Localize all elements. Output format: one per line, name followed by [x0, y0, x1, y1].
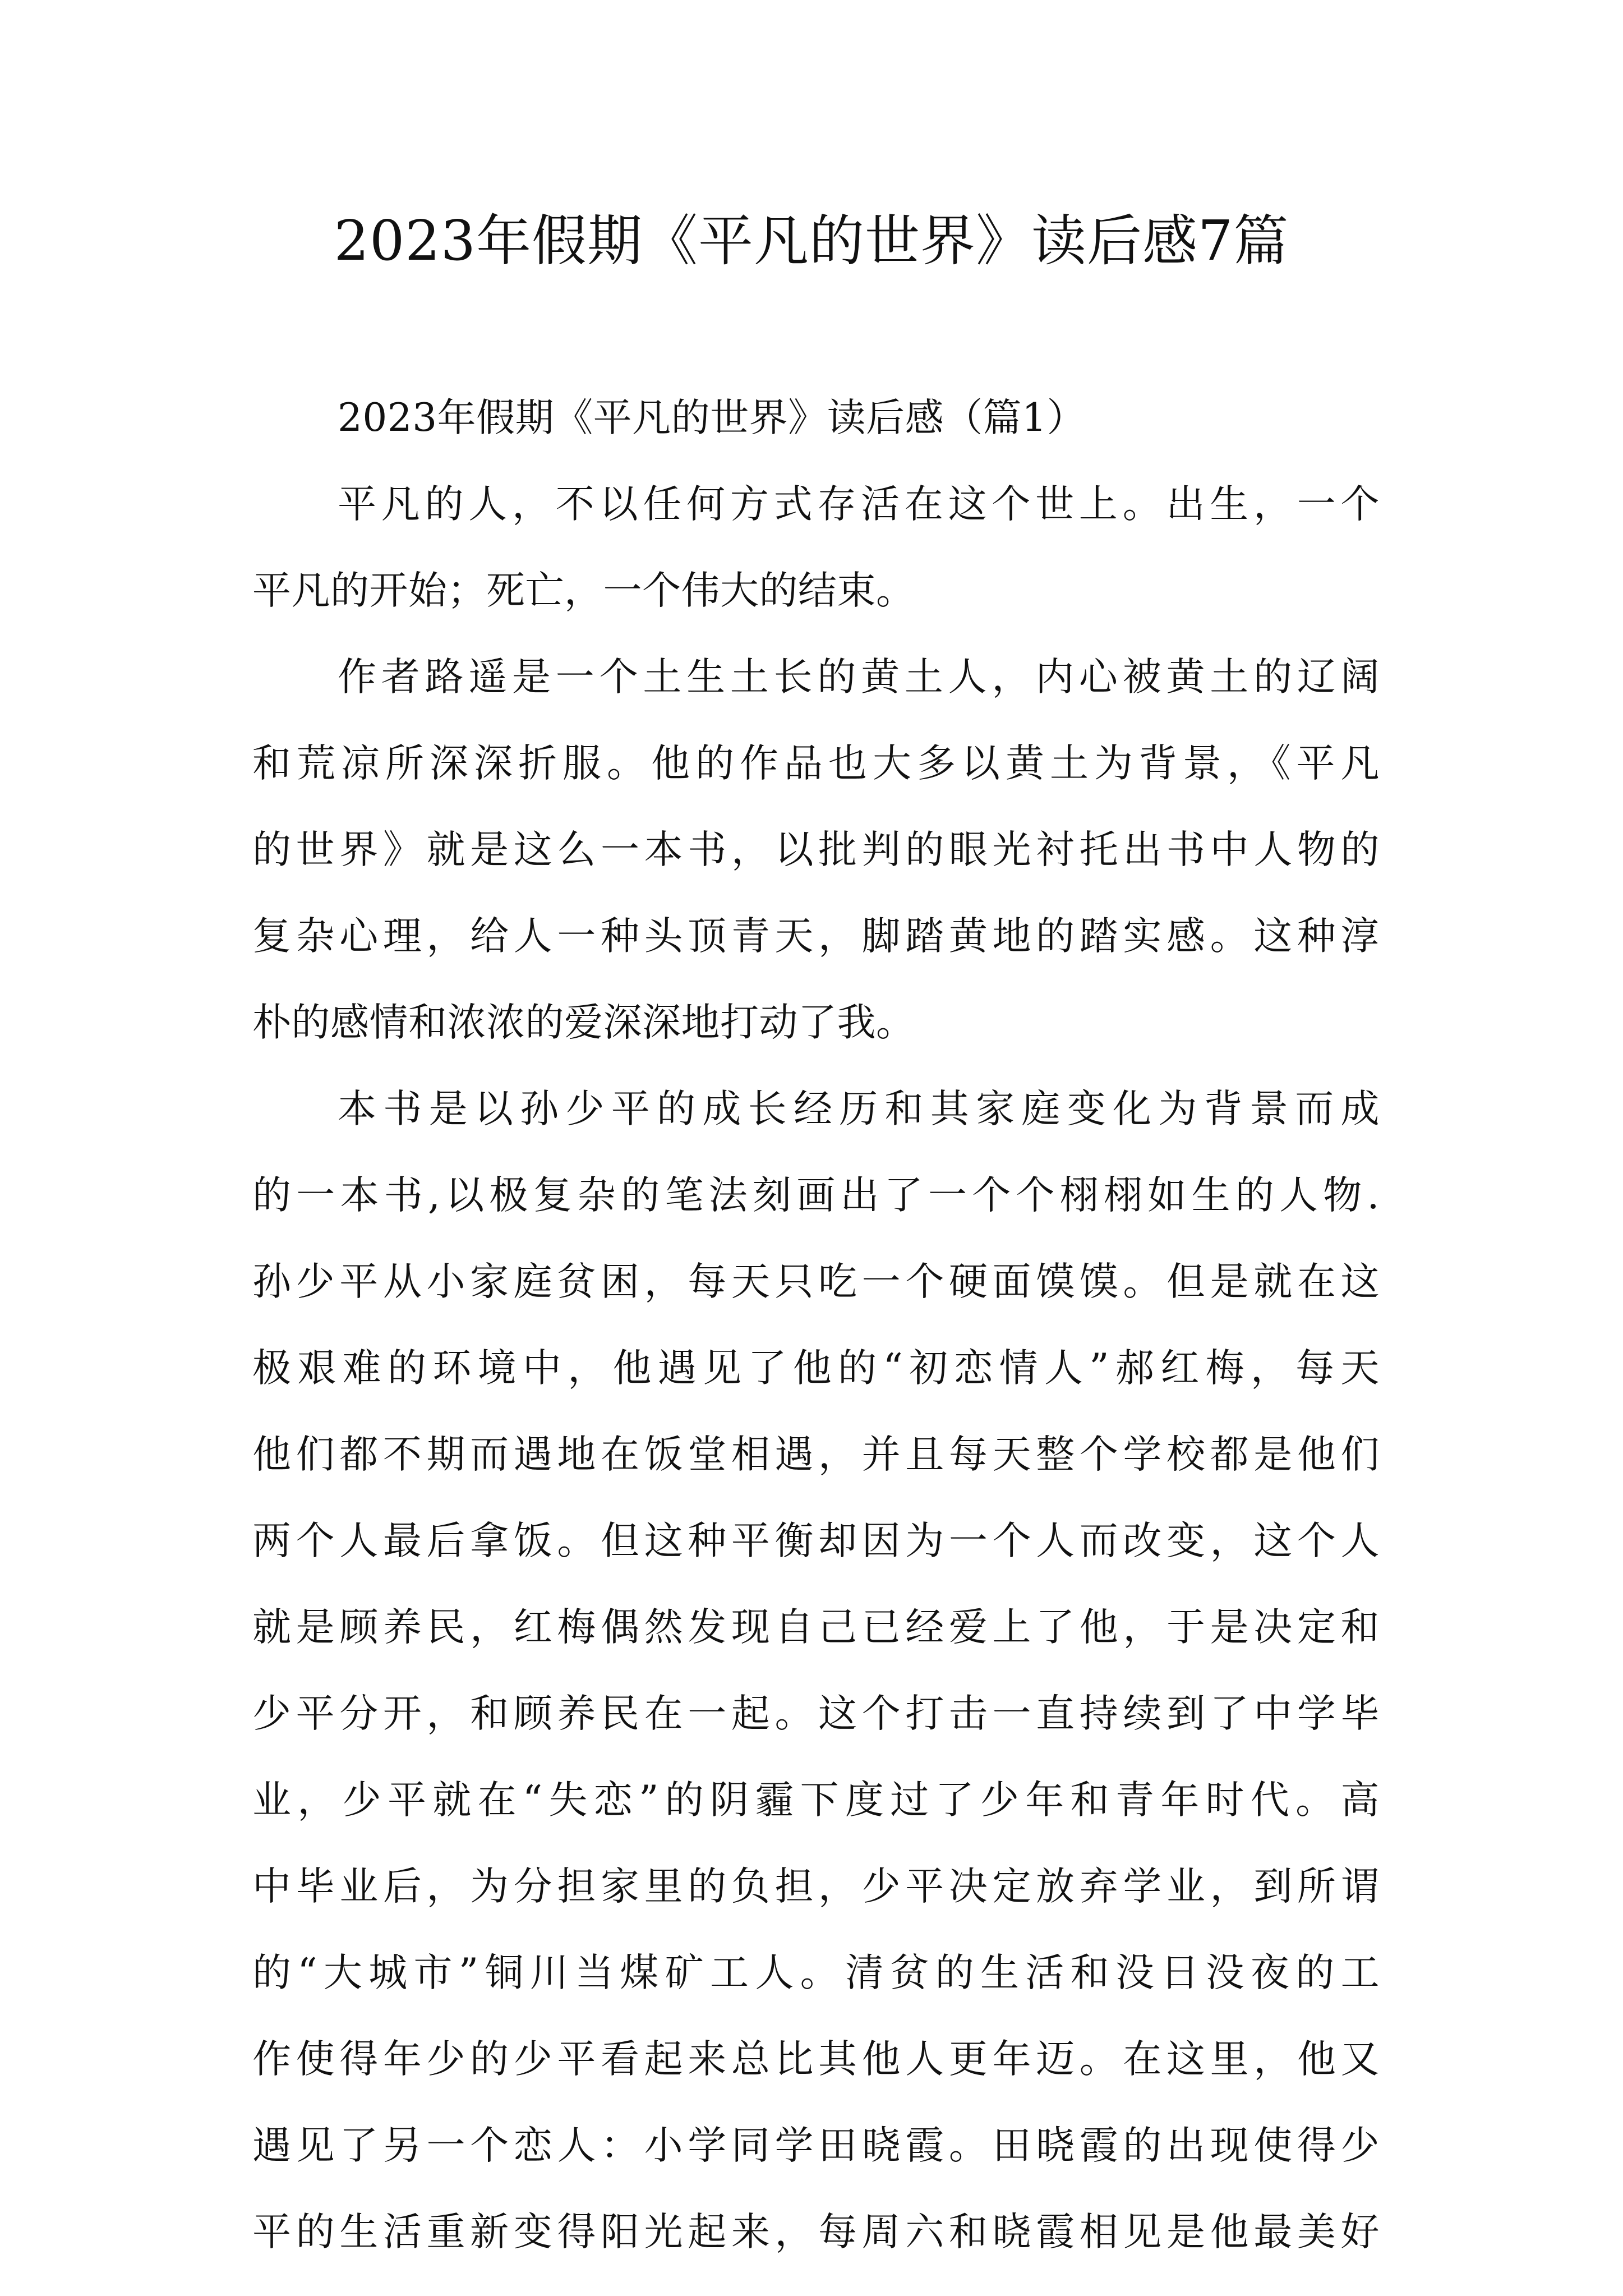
paragraph-line: 遇见了另一个恋人：小学同学田晓霞。田晓霞的出现使得少 [252, 2123, 1380, 2168]
paragraph-line: 和荒凉所深深折服。他的作品也大多以黄土为背景，《平凡 [252, 741, 1380, 786]
paragraph-line: 的一本书,以极复杂的笔法刻画出了一个个栩栩如生的人物. [252, 1173, 1380, 1218]
paragraph-line: 就是顾养民，红梅偶然发现自己已经爱上了他，于是决定和 [252, 1605, 1380, 1650]
document-body [252, 375, 1380, 2275]
paragraph-line: 两个人最后拿饭。但这种平衡却因为一个人而改变，这个人 [252, 1519, 1380, 1563]
section-heading: 2023年假期《平凡的世界》读后感（篇1） [338, 395, 1086, 440]
paragraph-line: 本书是以孙少平的成长经历和其家庭变化为背景而成 [338, 1087, 1380, 1131]
paragraph-line: 平凡的人，不以任何方式存活在这个世上。出生，一个 [338, 482, 1380, 527]
paragraph-1 [252, 461, 1380, 634]
document-title: 2023年假期《平凡的世界》读后感7篇 [334, 209, 1289, 273]
paragraph-line: 作者路遥是一个土生土长的黄土人，内心被黄土的辽阔 [338, 655, 1380, 700]
paragraph-line: 平的生活重新变得阳光起来，每周六和晓霞相见是他最美好 [252, 2210, 1380, 2254]
paragraph-line: 的世界》就是这么一本书，以批判的眼光衬托出书中人物的 [252, 827, 1380, 872]
paragraph-line: 平凡的开始；死亡，一个伟大的结束。 [252, 568, 915, 613]
paragraph-line: 孙少平从小家庭贫困，每天只吃一个硬面馍馍。但是就在这 [252, 1259, 1380, 1304]
paragraph-line: 极艰难的环境中，他遇见了他的“初恋情人”郝红梅，每天 [252, 1346, 1380, 1391]
paragraph-line: 朴的感情和浓浓的爱深深地打动了我。 [252, 1000, 915, 1045]
paragraph-line: 少平分开，和顾养民在一起。这个打击一直持续到了中学毕 [252, 1691, 1380, 1736]
paragraph-line: 的“大城市”铜川当煤矿工人。清贫的生活和没日没夜的工 [252, 1950, 1380, 1995]
paragraph-line: 他们都不期而遇地在饭堂相遇，并且每天整个学校都是他们 [252, 1432, 1380, 1477]
paragraph-2 [252, 634, 1380, 1066]
paragraph-3 [252, 1066, 1380, 2275]
paragraph-line: 中毕业后，为分担家里的负担，少平决定放弃学业，到所谓 [252, 1864, 1380, 1909]
paragraph-line: 复杂心理，给人一种头顶青天，脚踏黄地的踏实感。这种淳 [252, 914, 1380, 959]
paragraph-line: 作使得年少的少平看起来总比其他人更年迈。在这里，他又 [252, 2037, 1380, 2082]
paragraph-line: 业，少平就在“失恋”的阴霾下度过了少年和青年时代。高 [252, 1778, 1380, 1823]
